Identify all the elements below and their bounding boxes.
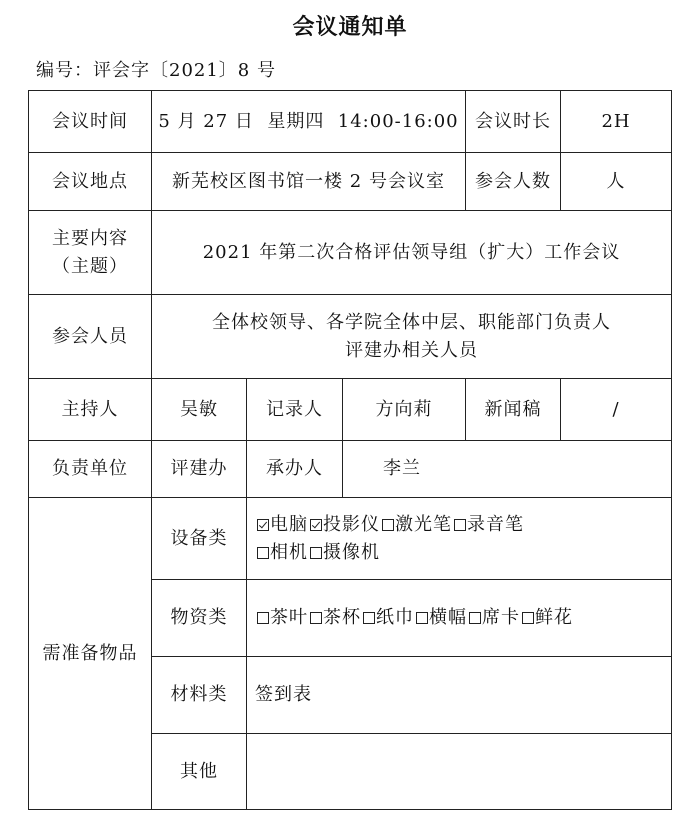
- meeting-duration-value: 2H: [561, 91, 672, 153]
- supplies-option-0[interactable]: [255, 607, 308, 628]
- attendees-line1: 全体校领导、各学院全体中层、职能部门负责人: [212, 311, 611, 333]
- supplies-option-5[interactable]: [520, 607, 573, 628]
- supplies-option-4[interactable]: [467, 607, 520, 628]
- main-content-value: 2021 年第二次合格评估领导组（扩大）工作会议: [152, 211, 672, 295]
- news-label: 新闻稿: [466, 379, 561, 441]
- supplies-option-label: 茶杯: [323, 607, 361, 629]
- equipment-option-2[interactable]: [380, 514, 452, 535]
- checkbox-icon[interactable]: [416, 612, 428, 624]
- main-content-label-line1: 主要内容: [52, 227, 128, 249]
- unit-value: 评建办: [152, 441, 247, 498]
- attendees-label: 参会人员: [29, 295, 152, 379]
- checked-checkbox-icon[interactable]: [310, 519, 322, 531]
- supplies-option-label: 席卡: [482, 607, 520, 629]
- supplies-option-label: 纸巾: [376, 607, 414, 629]
- document-number-label: 编号：: [36, 60, 93, 81]
- meeting-notice-table: [28, 90, 672, 810]
- equipment-option-label: 录音笔: [467, 513, 524, 535]
- checkbox-icon[interactable]: [257, 547, 269, 559]
- recorder-value: 方向莉: [343, 379, 466, 441]
- equipment-option-label: 电脑: [270, 513, 308, 535]
- attendees-line2: 评建办相关人员: [345, 339, 478, 361]
- supplies-label: 物资类: [152, 580, 247, 657]
- materials-label: 材料类: [152, 657, 247, 734]
- unit-label: 负责单位: [29, 441, 152, 498]
- host-label: 主持人: [29, 379, 152, 441]
- attendees-value: [152, 295, 672, 379]
- row-attendees: [29, 295, 672, 379]
- meeting-time-value: 5 月 27 日 星期四 14:00-16:00: [152, 91, 466, 153]
- news-value: /: [561, 379, 672, 441]
- equipment-option-1[interactable]: [308, 514, 380, 535]
- row-main-content: [29, 211, 672, 295]
- equipment-option-label: 投影仪: [323, 513, 380, 535]
- document-number-value: 评会字〔2021〕8 号: [93, 60, 276, 81]
- meeting-place-value: 新芜校区图书馆一楼 2 号会议室: [152, 153, 466, 211]
- main-content-label-line2: （主题）: [52, 255, 128, 277]
- items-label: 需准备物品: [29, 498, 152, 810]
- equipment-option-label: 激光笔: [395, 513, 452, 535]
- meeting-duration-label: 会议时长: [466, 91, 561, 153]
- supplies-option-2[interactable]: [361, 607, 414, 628]
- checkbox-icon[interactable]: [363, 612, 375, 624]
- supplies-option-label: 鲜花: [535, 607, 573, 629]
- handler-value: [343, 441, 672, 498]
- equipment-options: [247, 498, 672, 580]
- equipment-option-label: 相机: [270, 541, 308, 563]
- meeting-time-label: 会议时间: [29, 91, 152, 153]
- row-unit: [29, 441, 672, 498]
- checkbox-icon[interactable]: [310, 612, 322, 624]
- equipment-label: 设备类: [152, 498, 247, 580]
- checkbox-icon[interactable]: [469, 612, 481, 624]
- materials-value: 签到表: [247, 657, 672, 734]
- supplies-option-label: 茶叶: [270, 607, 308, 629]
- other-value: [247, 734, 672, 810]
- document-number: [36, 56, 276, 82]
- checkbox-icon[interactable]: [382, 519, 394, 531]
- attendee-count-label: 参会人数: [466, 153, 561, 211]
- equipment-option-3[interactable]: [452, 514, 524, 535]
- equipment-option-0[interactable]: [255, 514, 308, 535]
- page-title: 会议通知单: [292, 15, 408, 40]
- row-host: [29, 379, 672, 441]
- checkbox-icon[interactable]: [522, 612, 534, 624]
- row-meeting-place: [29, 153, 672, 211]
- supplies-option-1[interactable]: [308, 607, 361, 628]
- supplies-options: [247, 580, 672, 657]
- other-label: 其他: [152, 734, 247, 810]
- recorder-label: 记录人: [247, 379, 343, 441]
- meeting-place-label: 会议地点: [29, 153, 152, 211]
- handler-label: 承办人: [247, 441, 343, 498]
- main-content-label: [29, 211, 152, 295]
- equipment-option-label: 摄像机: [323, 541, 380, 563]
- checkbox-icon[interactable]: [310, 547, 322, 559]
- host-value: 吴敏: [152, 379, 247, 441]
- handler-value-text: 李兰: [383, 458, 421, 480]
- supplies-option-3[interactable]: [414, 607, 467, 628]
- checkbox-icon[interactable]: [454, 519, 466, 531]
- equipment-option-5[interactable]: [308, 542, 380, 563]
- attendee-count-value: 人: [561, 153, 672, 211]
- checked-checkbox-icon[interactable]: [257, 519, 269, 531]
- row-equipment: [29, 498, 672, 580]
- equipment-option-4[interactable]: [255, 542, 308, 563]
- checkbox-icon[interactable]: [257, 612, 269, 624]
- supplies-option-label: 横幅: [429, 607, 467, 629]
- row-meeting-time: [29, 91, 672, 153]
